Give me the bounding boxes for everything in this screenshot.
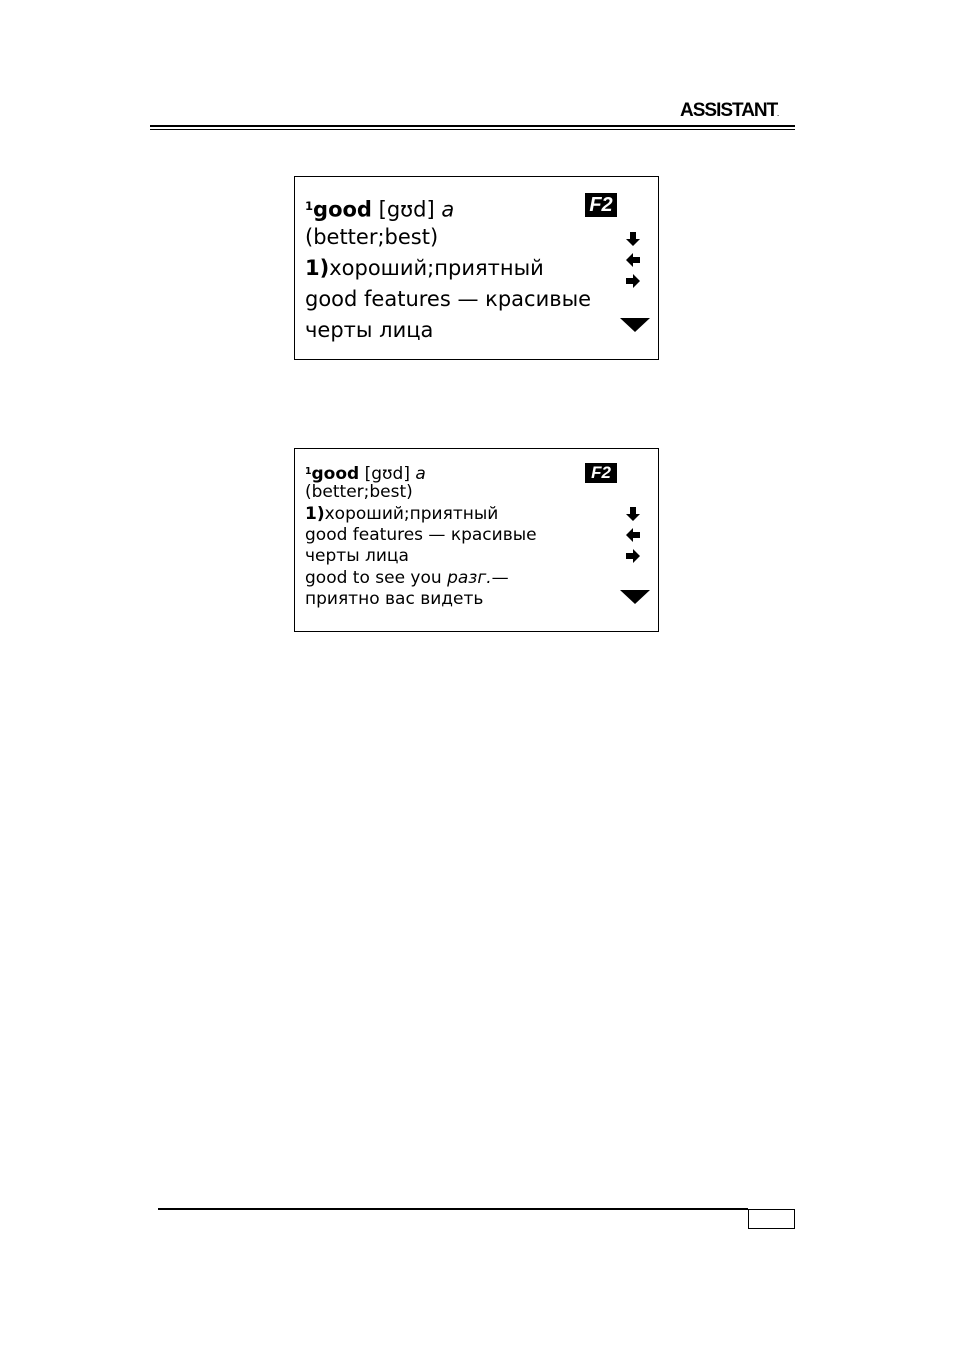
sense-text: хороший;приятный <box>324 504 499 524</box>
arrow-right-icon <box>625 273 641 289</box>
arrow-left-icon <box>625 252 641 268</box>
entry-line: черты лица <box>305 546 409 566</box>
scroll-down-triangle-icon <box>619 317 651 333</box>
arrow-down-icon <box>625 231 641 247</box>
homonym-number: 1 <box>305 466 312 477</box>
headword: good <box>311 464 360 485</box>
entry-headline <box>305 191 454 225</box>
entry-line: good features — красивые <box>305 287 592 311</box>
arrow-left-icon <box>625 527 641 543</box>
example-text: good to see you <box>305 568 448 588</box>
transcription: [gʊd] <box>378 197 435 222</box>
entry-line: (better;best) <box>305 482 413 502</box>
entry-line: (better;best) <box>305 225 439 249</box>
f2-badge: F2 <box>585 193 617 217</box>
f2-badge: F2 <box>585 463 617 483</box>
sense-text: хороший;приятный <box>329 256 544 280</box>
entry-line <box>305 504 498 525</box>
colloquial-label: разг. <box>447 568 492 588</box>
part-of-speech: a <box>415 464 426 485</box>
arrow-right-icon <box>625 548 641 564</box>
header-rule-thin <box>150 129 795 130</box>
dash: — <box>491 568 509 588</box>
sense-number: 1) <box>305 256 330 280</box>
header-rule-thick <box>150 125 795 127</box>
brand-name: ASSISTANT <box>680 100 778 121</box>
scroll-down-triangle-icon <box>619 589 651 605</box>
footer-rule <box>158 1208 748 1210</box>
dictionary-screen-small-font <box>294 448 659 632</box>
entry-line <box>305 568 509 589</box>
entry-line <box>305 253 544 284</box>
entry-line: приятно вас видеть <box>305 589 484 609</box>
entry-line: good features — красивые <box>305 525 537 545</box>
homonym-number: 1 <box>305 199 314 213</box>
headword: good <box>313 197 372 222</box>
dictionary-screen-normal-font <box>294 176 659 360</box>
sense-number: 1) <box>305 504 325 524</box>
part-of-speech: a <box>441 197 455 222</box>
entry-line: черты лица <box>305 318 434 342</box>
brand-mark: . <box>777 112 779 118</box>
transcription: [gʊd] <box>364 464 410 485</box>
arrow-down-icon <box>625 506 641 522</box>
page-number-box <box>748 1209 795 1229</box>
brand-logo <box>680 100 779 122</box>
